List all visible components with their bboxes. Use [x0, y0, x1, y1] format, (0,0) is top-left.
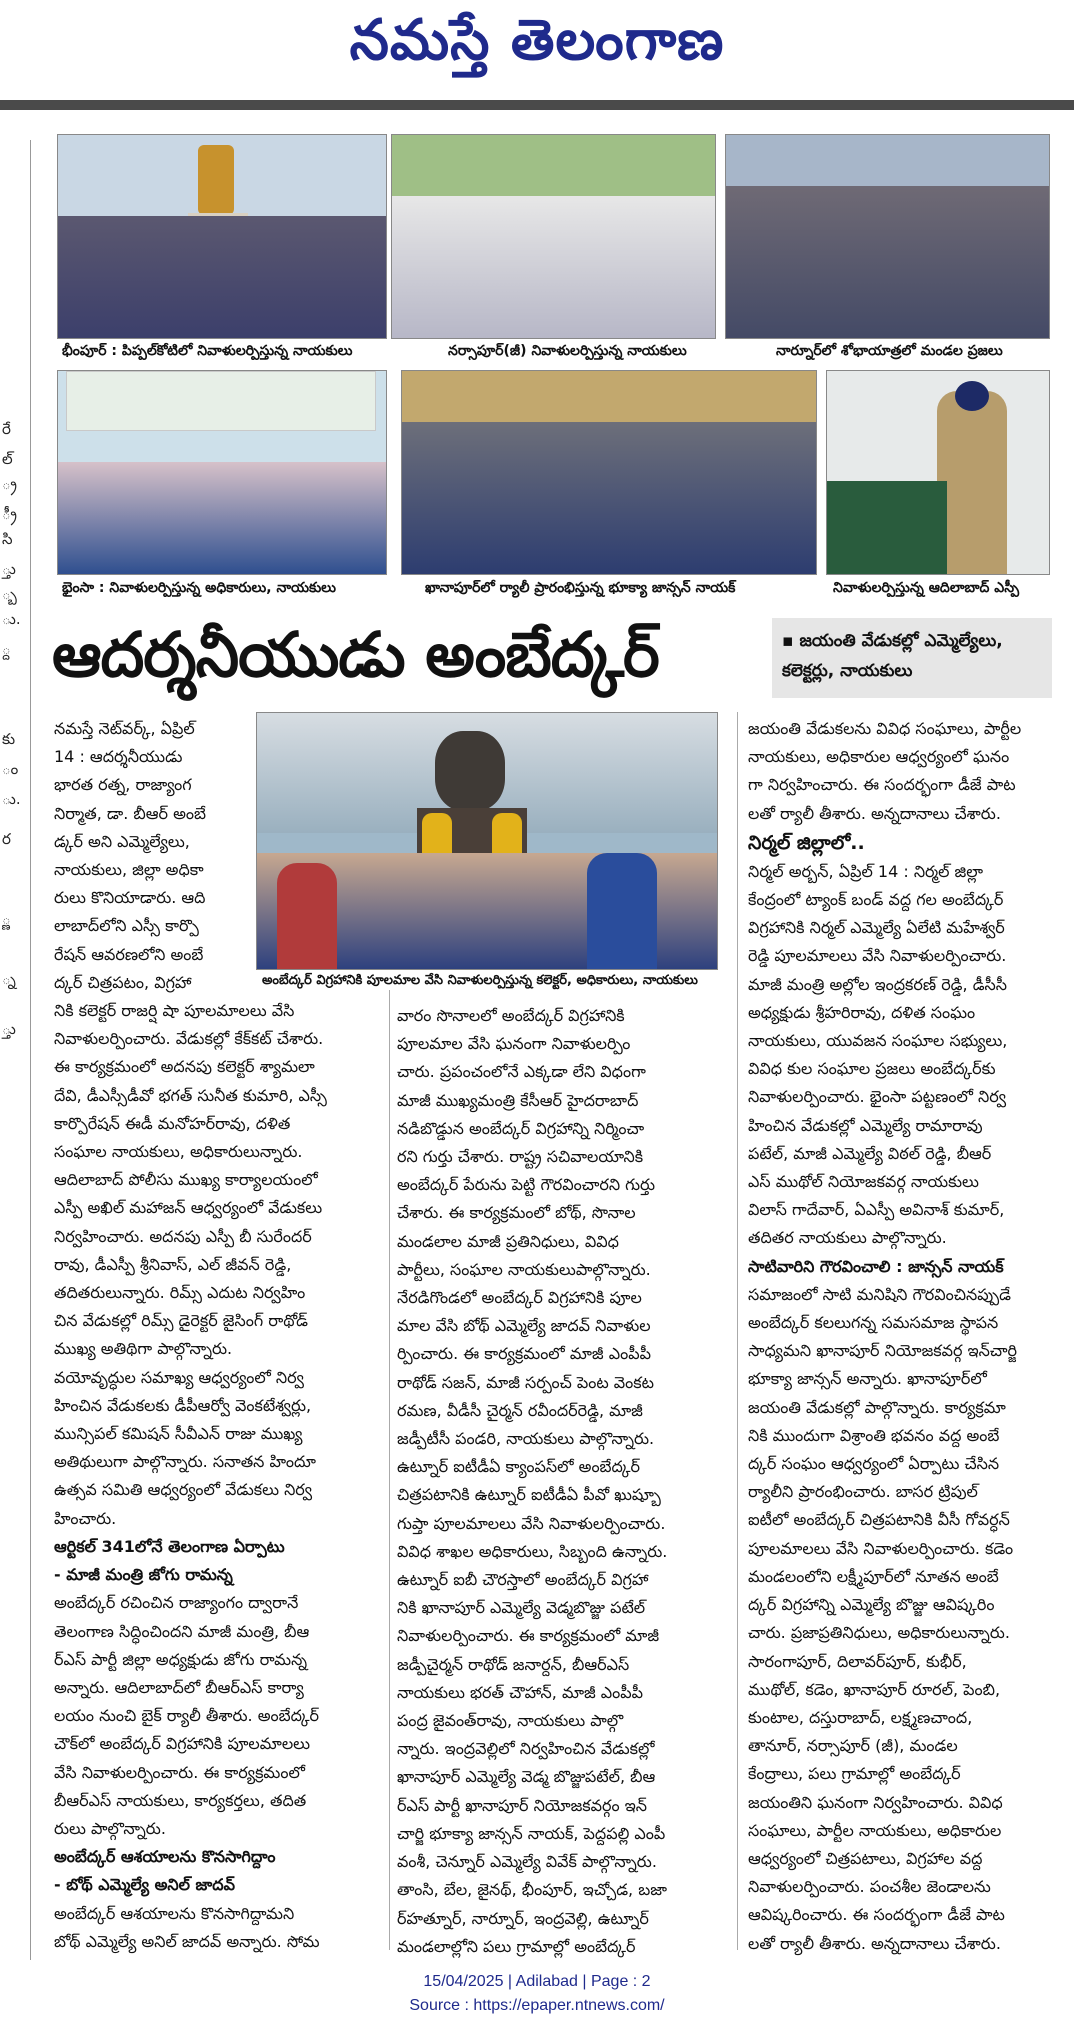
article-text-line: నడిబొడ్డున అంబేద్కర్ విగ్రహాన్ని నిర్మించా — [397, 1118, 645, 1138]
footer — [0, 1970, 1074, 2018]
article-text-line: నాయకులు, అధికారుల ఆధ్వర్యంలో ఘనం — [748, 747, 1010, 767]
article-text-line: బోథ్ ఎమ్మెల్యే అనిల్ జాదవ్ అన్నారు. సోమ — [54, 1931, 320, 1951]
article-text-line: నివాళులర్పించారు. పంచశీల జెండాలను — [748, 1877, 991, 1897]
column-divider — [30, 140, 31, 1960]
article-text-line: మండలాల మాజీ ప్రతినిధులు, వివిధ — [397, 1231, 619, 1251]
subhead-article341: ఆర్టికల్ 341లోనే తెలంగాణ ఏర్పాటు — [54, 1536, 285, 1556]
cropped-text-fragment: కు — [2, 730, 16, 748]
article-text-line: నిర్వహించారు. అదనపు ఎస్పీ బీ సురేందర్ — [54, 1226, 312, 1246]
article-text-line: పూలమాలలు వేసి నివాళులర్పించారు. కడెం — [748, 1538, 1014, 1558]
article-text-line: చిన వేడుకల్లో రిమ్స్ డైరెక్టర్ జైసింగ్ రాథోడ్ — [54, 1311, 308, 1331]
caption-narnoor: నార్నూర్‌లో శోభాయాత్రలో మండల ప్రజలు — [776, 343, 1003, 359]
article-text-line: చారు. ప్రజాప్రతినిధులు, అధికారులున్నారు. — [748, 1623, 1010, 1643]
article-text-line: సంఘాలు, పార్టీల నాయకులు, అధికారుల — [748, 1820, 1002, 1840]
article-text-line: పార్టీలు, సంఘాల నాయకులుపాల్గొన్నారు. — [397, 1259, 651, 1279]
article-text-line: వారం సొనాలలో అంబేద్కర్ విగ్రహానికి — [397, 1006, 625, 1025]
cropped-text-fragment: ్ద — [2, 640, 11, 658]
article-text-line: విలాస్ గాదేవార్, ఏఎస్పీ అవినాశ్ కుమార్, — [748, 1200, 1005, 1220]
article-text-line: నివాళులర్పించారు. భైంసా పట్టణంలో నిర్వ — [748, 1087, 1007, 1107]
caption-adilabad-sp: నివాళులర్పిస్తున్న ఆదిలాబాద్ ఎస్పీ — [833, 580, 1020, 596]
article-text-line: అన్నారు. ఆదిలాబాద్‌లో బీఆర్ఎస్ కార్యా — [54, 1677, 304, 1697]
article-text-line: నిర్మల్ అర్బన్, ఏప్రిల్ 14 : నిర్మల్ జిల్లా — [748, 861, 983, 881]
article-text-line: మాజీ మంత్రి అల్లోల ఇంద్రకరణ్ రెడ్డి, డీసీసీ — [748, 974, 1007, 994]
masthead — [0, 0, 1074, 105]
article-text-line: సంఘాల నాయకులు, అధికారులున్నారు. — [54, 1142, 303, 1162]
cropped-text-fragment: ు. — [2, 790, 21, 808]
article-text-line: ద్కర్ సంఘం ఆధ్వర్యంలో ఏర్పాటు చేసిన — [748, 1454, 1000, 1474]
cropped-text-fragment: ్తు — [2, 560, 16, 578]
article-text-line: నివాళులర్పించారు. ఈ కార్యక్రమంలో మాజీ — [397, 1626, 660, 1646]
article-text-line: లతో ర్యాలీ తీశారు. అన్నదానాలు చేశారు. — [748, 1933, 1001, 1953]
article-text-line: నేరడిగొండలో అంబేద్కర్ విగ్రహానికి పూల — [397, 1288, 642, 1308]
article-text-line: ఆధ్వర్యంలో చిత్రపటాలు, విగ్రహాల వద్ద — [748, 1848, 983, 1868]
article-text-line: మున్సిపల్ కమిషన్ సీవీఎన్ రాజు ముఖ్య — [54, 1424, 303, 1444]
article-text-line: కుంటాల, దస్తురాబాద్, లక్ష్మణచాంద, — [748, 1707, 973, 1727]
article-text-line: నాయకులు, జిల్లా అధికా — [54, 860, 204, 880]
subhead-jogu-ramanna: - మాజీ మంత్రి జోగు రామన్న — [54, 1565, 233, 1585]
article-text-line: కార్పొరేషన్ ఈడీ మనోహర్‌రావు, దళిత — [54, 1113, 291, 1133]
edition-info: 15/04/2025 | Adilabad | Page : 2 — [423, 1973, 651, 1990]
article-text-line: నికి ఖానాపూర్ ఎమ్మెల్యే వెడ్మబొజ్జు పటేల్ — [397, 1598, 646, 1618]
caption-narsapur: నర్సాపూర్(జీ) నివాళులర్పిస్తున్న నాయకులు — [448, 343, 687, 359]
caption-collector: అంబేద్కర్ విగ్రహానికి పూలమాల వేసి నివాళులర్పిస్తున్న కలెక్టర్, అధికారులు, నాయకులు — [262, 973, 698, 988]
article-text-line: ర్‌హత్నూర్, నార్నూర్, ఇంద్రవెల్లి, ఉట్నూర్ — [397, 1908, 649, 1928]
article-text-line: నాయకులు, యువజన సంఘాల సభ్యులు, — [748, 1031, 1008, 1051]
article-text-line: చేశారు. ఈ కార్యక్రమంలో బోథ్, సొనాల — [397, 1203, 636, 1223]
deck-line-1: ▪ జయంతి వేడుకల్లో ఎమ్మెల్యేలు, — [782, 631, 1003, 651]
article-text-line: జయంతి వేడుకల్లో పాల్గొన్నారు. కార్యక్రమా — [748, 1397, 1006, 1417]
article-column-2 — [397, 1002, 731, 1961]
article-text-line: పంద్ర జైవంత్‌రావు, నాయకులు పాల్గొ — [397, 1711, 624, 1731]
article-text-line: విగ్రహానికి నిర్మల్ ఎమ్మెల్యే ఏలేటి మహేశ్వర్ — [748, 918, 1005, 938]
article-text-line: ర్పించారు. ఈ కార్యక్రమంలో మాజీ ఎంపీపీ — [397, 1344, 651, 1364]
caption-bhimpur: భీంపూర్ : పిప్పల్‌కోటిలో నివాళులర్పిస్తున్న నాయకులు — [62, 343, 353, 359]
column-divider — [737, 712, 738, 1950]
article-text-line: నికి కలెక్టర్ రాజర్షి షా పూలమాలలు వేసి — [54, 1001, 295, 1021]
article-text-line: సాధ్యమని ఖానాపూర్ నియోజకవర్గ ఇన్‌చార్జి — [748, 1341, 1017, 1361]
article-text-line: దేవి, డీఎస్సీడీవో భగత్ సునీత కుమారి, ఎస్సీ — [54, 1085, 327, 1105]
article-text-line: అంబేద్కర్ కలలుగన్న సమసమాజ స్థాపన — [748, 1313, 999, 1333]
source-link[interactable]: Source : https://epaper.ntnews.com/ — [409, 1997, 665, 2014]
article-text-line: చౌక్‌లో అంబేద్కర్ విగ్రహానికి పూలమాలలు — [54, 1734, 311, 1754]
article-text-line: చార్జి భూక్యా జాన్సన్ నాయక్, పెద్దపల్లి ఎంపీ — [397, 1823, 666, 1843]
article-text-line: తాంసి, బేల, జైనథ్, భీంపూర్, ఇచ్చోడ, బజా — [397, 1880, 667, 1900]
caption-bhainsa: భైంసా : నివాళులర్పిస్తున్న అధికారులు, నాయకులు — [62, 580, 336, 596]
cropped-text-fragment: సి — [2, 530, 13, 548]
photo-adilabad-sp — [826, 370, 1050, 575]
cropped-text-fragment: ం — [2, 760, 19, 778]
article-text-line: ఉట్నూర్ ఐటీడీఏ క్యాంపస్‌లో అంబేద్కర్ — [397, 1457, 640, 1477]
main-headline: ఆదర్శనీయుడు అంబేద్కర్ — [52, 618, 659, 691]
deck-line-2: కలెక్టర్లు, నాయకులు — [782, 661, 913, 681]
article-text-line: లాబాద్‌లోని ఎస్సీ కార్పొ — [54, 916, 199, 936]
cropped-text-fragment: ్ర — [2, 475, 17, 493]
cropped-text-fragment: ్బ — [2, 585, 17, 603]
article-text-line: భూక్యా జాన్సన్ అన్నారు. ఖానాపూర్‌లో — [748, 1369, 987, 1389]
article-text-line: వంశీ, చెన్నూర్ ఎమ్మెల్యే వివేక్ పాల్గొన్నారు. — [397, 1852, 657, 1872]
article-text-line: ఆదిలాబాద్ పోలీసు ముఖ్య కార్యాలయంలో — [54, 1170, 318, 1190]
article-text-line: ఖానాపూర్ ఎమ్మెల్యే వెడ్మ బొజ్జుపటేల్, బీఆ — [397, 1767, 656, 1787]
article-text-line: 14 : ఆదర్శనీయుడు — [54, 747, 183, 767]
article-text-line: రులు కొనియాడారు. ఆది — [54, 888, 206, 908]
article-text-line: సమాజంలో సాటి మనిషిని గౌరవించినప్పుడే — [748, 1284, 1011, 1304]
article-text-line: రెడ్డి పూలమాలలు వేసి నివాళులర్పించారు. — [748, 946, 1007, 966]
article-text-line: వివిధ కుల సంఘాల ప్రజలు అంబేద్కర్‌కు — [748, 1059, 996, 1079]
article-text-line: తదితర నాయకులు పాల్గొన్నారు. — [748, 1228, 947, 1248]
article-text-line: జడ్పీటీసీ పండరి, నాయకులు పాల్గొన్నారు. — [397, 1429, 655, 1449]
column-divider — [389, 990, 390, 1950]
article-text-line: ఎస్ ముథోల్ నియోజకవర్గ నాయకులు — [748, 1172, 979, 1192]
article-text-line: హించారు. — [54, 1508, 117, 1528]
photo-bhimpur — [57, 134, 387, 339]
article-text-line: పటేల్, మాజీ ఎమ్మెల్యే విఠల్ రెడ్డి, బీఆర్ — [748, 1143, 992, 1163]
article-text-line: మండలాల్లోని పలు గ్రామాల్లో అంబేద్కర్ — [397, 1936, 636, 1956]
article-text-line: ఉత్సవ సమితి ఆధ్వర్యంలో వేడుకలు నిర్వ — [54, 1480, 313, 1500]
article-text-line: ఎస్పీ అఖిల్ మహాజన్ ఆధ్వర్యంలో వేడుకలు — [54, 1198, 323, 1218]
article-text-line: ద్కర్ విగ్రహాన్ని ఎమ్మెల్యే బొజ్జు ఆవిష్కరిం — [748, 1595, 995, 1615]
article-text-line: నాయకులు భరత్ చౌహాన్, మాజీ ఎంపీపీ — [397, 1682, 644, 1702]
cropped-text-fragment: ర — [2, 830, 11, 848]
article-text-line: తెలంగాణ సిద్ధించిందని మాజీ మంత్రి, బీఆ — [54, 1621, 310, 1641]
masthead-rule — [0, 100, 1074, 110]
article-text-line: నమస్తే నెట్‌వర్క్, ఏప్రిల్ — [54, 719, 195, 738]
article-text-line: మాల వేసి బోథ్ ఎమ్మెల్యే జాదవ్ నివాళుల — [397, 1316, 651, 1336]
article-text-line: రమణ, వీడీసీ చైర్మన్ రవీందర్‌రెడ్డి, మాజీ — [397, 1400, 643, 1420]
article-text-line: ఆవిష్కరించారు. ఈ సందర్భంగా డీజే పాట — [748, 1905, 1005, 1925]
article-text-line: ఈ కార్యక్రమంలో అదనపు కలెక్టర్ శ్యామలా — [54, 1057, 315, 1077]
article-text-line: కేంద్రాలు, పలు గ్రామాల్లో అంబేద్కర్ — [748, 1764, 961, 1784]
article-text-line: వివిధ శాఖల అధికారులు, సిబ్బంది ఉన్నారు. — [397, 1541, 668, 1561]
article-text-line: భారత రత్న, రాజ్యాంగ — [54, 775, 192, 795]
article-text-line: రాథోడ్ సజన్, మాజీ సర్పంచ్ పెంట వెంకట — [397, 1372, 654, 1392]
article-text-line: మాజీ ముఖ్యమంత్రి కేసీఆర్ హైదరాబాద్ — [397, 1090, 639, 1110]
article-text-line: ర్ఎస్ పార్టీ జిల్లా అధ్యక్షుడు జోగు రామన్న — [54, 1649, 308, 1669]
article-text-line: గుప్తా పూలమాలలు వేసి నివాళులర్పించారు. — [397, 1513, 666, 1533]
sub-deck — [772, 618, 1052, 698]
article-text-line: నివాళులర్పించారు. వేడుకల్లో కేక్‌కట్ చేశారు. — [54, 1029, 324, 1049]
article-text-line: ఉట్నూర్ ఐబీ చౌరస్తాలో అంబేద్కర్ విగ్రహా — [397, 1570, 649, 1590]
article-text-line: జయంతిని ఘనంగా నిర్వహించారు. వివిధ — [748, 1792, 1003, 1812]
article-text-line: డ్కర్ అని ఎమ్మెల్యేలు, — [54, 831, 190, 851]
article-text-line: అంబేద్కర్ ఆశయాలను కొనసాగిద్దామని — [54, 1903, 295, 1923]
article-text-line: అతిథులుగా పాల్గొన్నారు. సనాతన హిందూ — [54, 1452, 316, 1472]
article-text-line: న్నారు. ఇంద్రవెల్లిలో నిర్వహించిన వేడుకల్లో — [397, 1739, 655, 1759]
newspaper-logo: నమస్తే తెలంగాణ — [349, 8, 725, 73]
article-text-line: రేషన్ ఆవరణలోని అంబే — [54, 944, 204, 964]
article-text-line: వయోవృద్ధుల సమాఖ్య ఆధ్వర్యంలో నిర్వ — [54, 1367, 304, 1387]
article-text-line: హించిన వేడుకల్లో ఎమ్మెల్యే రామారావు — [748, 1115, 983, 1135]
cropped-text-fragment: ల్ — [2, 450, 13, 468]
caption-khanapur: ఖానాపూర్‌లో ర్యాలీ ప్రారంభిస్తున్న భూక్యా జాన్సన్ నాయక్ — [425, 580, 736, 596]
article-text-line: అధ్యక్షుడు శ్రీహరిరావు, దళిత సంఘం — [748, 1002, 976, 1022]
article-text-line: లతో ర్యాలీ తీశారు. అన్నదానాలు చేశారు. — [748, 803, 1001, 823]
article-column-1 — [54, 715, 384, 1956]
article-text-line: జయంతి వేడుకలను వివిధ సంఘాలు, పార్టీల — [748, 719, 1022, 738]
subhead-johnson-naik: సాటివారిని గౌరవించాలి : జాన్సన్ నాయక్ — [748, 1256, 1004, 1276]
article-text-line: తానూర్, నర్సాపూర్ (జీ), మండల — [748, 1736, 958, 1756]
article-text-line: జడ్పీచైర్మన్ రాథోడ్ జనార్దన్, బీఆర్ఎస్ — [397, 1654, 630, 1674]
article-text-line: పూలమాల వేసి ఘనంగా నివాళులర్పిం — [397, 1034, 631, 1054]
article-text-line: ముథోల్, కడెం, ఖానాపూర్ రూరల్, పెంబి, — [748, 1679, 1001, 1699]
article-text-line: రావు, డీఎస్పీ శ్రీనివాస్, ఎల్ జీవన్ రెడ్డి, — [54, 1254, 292, 1274]
article-text-line: అంబేద్కర్ రచించిన రాజ్యాంగం ద్వారానే — [54, 1593, 299, 1613]
left-cropped-column — [0, 140, 22, 1940]
article-text-line: చారు. ప్రపంచంలోనే ఎక్కడా లేని విధంగా — [397, 1062, 646, 1082]
article-text-line: నిర్మాత, డా. బీఆర్ అంబే — [54, 803, 206, 823]
photo-narsapur — [391, 134, 716, 339]
cropped-text-fragment: ు. — [2, 610, 21, 628]
article-text-line: బీఆర్ఎస్ నాయకులు, కార్యకర్తలు, తదిత — [54, 1790, 307, 1810]
article-text-line: వేసి నివాళులర్పించారు. ఈ కార్యక్రమంలో — [54, 1762, 305, 1782]
article-text-line: లయం నుంచి బైక్ ర్యాలీ తీశారు. అంబేద్కర్ — [54, 1706, 320, 1726]
article-text-line: మండలంలోని లక్ష్మీపూర్‌లో నూతన అంబే — [748, 1566, 999, 1586]
article-text-line: కేంద్రంలో ట్యాంక్ బండ్ వద్ద గల అంబేద్కర్ — [748, 890, 1004, 910]
cropped-text-fragment: ్ణ — [2, 910, 11, 928]
article-text-line: సారంగాపూర్, దిలావర్‌పూర్, కుభీర్, — [748, 1651, 967, 1671]
article-text-line: ర్ఎస్ పార్టీ ఖానాపూర్ నియోజకవర్గం ఇన్ — [397, 1795, 647, 1815]
cropped-text-fragment: ్రీ — [2, 505, 17, 523]
article-text-line: నికి ముందుగా విశ్రాంతి భవనం వద్ద అంబే — [748, 1425, 1000, 1445]
cropped-text-fragment: ్తు — [2, 1020, 16, 1038]
subhead-anil-jadav: - బోథ్ ఎమ్మెల్యే అనిల్ జాదవ్ — [54, 1875, 235, 1895]
article-text-line: గా నిర్వహించారు. ఈ సందర్భంగా డీజే పాట — [748, 775, 1016, 795]
subhead-nirmal-district: నిర్మల్ జిల్లాలో.. — [748, 831, 865, 854]
deck-line-1-text: జయంతి వేడుకల్లో ఎమ్మెల్యేలు, — [799, 631, 1003, 651]
article-text-line: ద్కర్ చిత్రపటం, విగ్రహా — [54, 972, 192, 992]
article-text-line: రులు పాల్గొన్నారు. — [54, 1818, 166, 1838]
subhead-ambedkar-ideals: అంబేద్కర్ ఆశయాలను కొనసాగిద్దాం — [54, 1847, 276, 1867]
article-text-line: తదితరులున్నారు. రిమ్స్ ఎదుట నిర్వహిం — [54, 1283, 306, 1303]
photo-narnoor — [725, 134, 1050, 339]
article-text-line: ఐటీలో అంబేద్కర్ చిత్రపటానికి వీసీ గోవర్ధన్ — [748, 1510, 1010, 1530]
article-text-line: ర్యాలీని ప్రారంభించారు. బాసర ట్రిపుల్ — [748, 1482, 978, 1502]
article-text-line: హించిన వేడుకలకు డీపీఆర్వో వెంకటేశ్వర్లు, — [54, 1395, 312, 1415]
cropped-text-fragment: ్న — [2, 970, 16, 988]
article-column-3 — [748, 715, 1048, 1958]
photo-bhainsa — [57, 370, 387, 575]
article-text-line: చిత్రపటానికి ఉట్నూర్ ఐటీడీఏ పీవో ఖుష్బూ — [397, 1485, 661, 1505]
article-text-line: ముఖ్య అతిథిగా పాల్గొన్నారు. — [54, 1339, 233, 1359]
photo-khanapur-rally — [401, 370, 817, 575]
article-text-line: అంబేద్కర్ పేరును పెట్టి గౌరవించారని గుర్తు — [397, 1175, 656, 1195]
cropped-text-fragment: రే — [2, 420, 11, 438]
article-text-line: రని గుర్తు చేశారు. రాష్ట్ర సచివాలయానికి — [397, 1147, 644, 1167]
